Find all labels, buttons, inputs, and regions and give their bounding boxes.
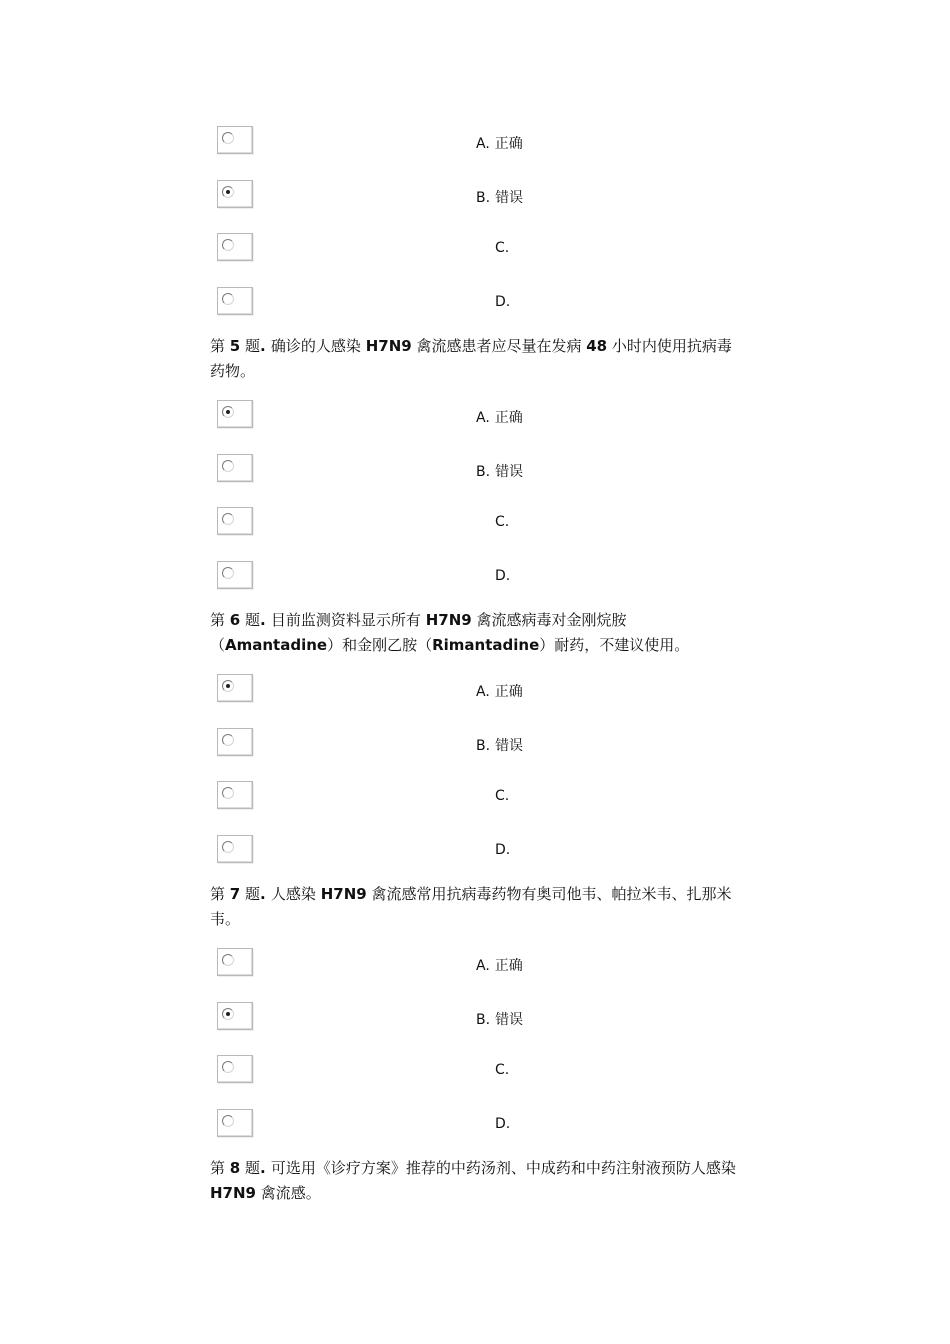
option-text: 错误 [495, 1011, 524, 1028]
answer-option [210, 178, 750, 232]
question-text-segment: 5 [229, 337, 241, 355]
radio-selected-dot-icon [226, 684, 230, 688]
radio-circle-icon [222, 567, 234, 579]
option-letter: D. [495, 567, 511, 584]
answer-option [210, 231, 750, 285]
question-text-segment: 第 [210, 337, 230, 355]
option-text: 正确 [494, 136, 523, 152]
question-text [210, 334, 740, 384]
radio-circle-icon [222, 841, 234, 853]
radio-circle-icon [222, 293, 234, 305]
radio-circle-icon [222, 132, 234, 144]
answer-option [210, 672, 750, 726]
quiz-content [210, 124, 750, 1206]
radio-circle-icon [222, 787, 234, 799]
radio-circle-icon [222, 1061, 234, 1073]
option-label [476, 461, 523, 481]
question-text-segment: 48 [586, 337, 608, 355]
radio-button[interactable] [217, 1002, 253, 1030]
option-letter: A. [476, 410, 490, 426]
option-letter: B. [476, 737, 491, 754]
question-text-segment: 禽流感。 [255, 1184, 321, 1202]
answer-option [210, 1000, 750, 1054]
answer-option [210, 398, 750, 452]
option-letter: B. [476, 1011, 491, 1028]
question-text-segment: . [260, 611, 271, 629]
option-text: 错误 [495, 463, 524, 480]
radio-circle-icon [222, 954, 234, 966]
question-text-segment: 确诊的人感染 [270, 337, 366, 355]
radio-button[interactable] [217, 287, 253, 315]
option-label [495, 294, 515, 310]
question-text-segment: ）耐药，不建议使用。 [539, 636, 690, 654]
answer-option [210, 124, 750, 178]
question-text-segment: 6 [229, 611, 241, 629]
question-text-segment: Amantadine [225, 636, 328, 654]
question-text-segment: 小时内使用抗病毒药物。 [210, 337, 732, 380]
question-text-segment: . [260, 337, 271, 355]
answer-option [210, 559, 750, 613]
radio-button[interactable] [217, 781, 253, 809]
question-text-segment: 第 [210, 1159, 230, 1177]
question-text-segment: H7N9 [425, 611, 472, 629]
question-text-segment: H7N9 [210, 1184, 256, 1202]
radio-button[interactable] [217, 233, 253, 261]
question-text-segment: 题 [240, 1159, 260, 1177]
option-label [476, 407, 523, 427]
option-text: 错误 [495, 737, 524, 754]
radio-circle-icon [222, 1008, 234, 1020]
answer-option [210, 452, 750, 506]
option-label [495, 240, 514, 256]
answer-option [210, 285, 750, 339]
option-letter: C. [495, 1062, 510, 1078]
option-label [495, 1062, 514, 1078]
option-letter: B. [476, 189, 491, 206]
option-letter: D. [495, 841, 511, 858]
radio-selected-dot-icon [226, 1012, 230, 1016]
option-label [495, 568, 515, 584]
radio-circle-icon [222, 460, 234, 472]
radio-circle-icon [222, 513, 234, 525]
option-letter: B. [476, 463, 491, 480]
question-text-segment: . [260, 885, 271, 903]
option-text: 错误 [495, 189, 524, 206]
radio-button[interactable] [217, 1055, 253, 1083]
radio-circle-icon [222, 406, 234, 418]
option-label [476, 1009, 523, 1029]
option-text: 正确 [494, 410, 523, 426]
option-label [495, 514, 514, 530]
answer-option [210, 779, 750, 833]
question-text [210, 608, 740, 658]
option-letter: D. [495, 1115, 511, 1132]
radio-button[interactable] [217, 948, 253, 976]
question-text-segment: 第 [210, 611, 230, 629]
option-label [476, 955, 523, 975]
option-letter: C. [495, 240, 510, 256]
question-text [210, 1156, 740, 1206]
option-letter: C. [495, 514, 510, 530]
radio-circle-icon [222, 186, 234, 198]
radio-button[interactable] [217, 1109, 253, 1137]
question-text-segment: . [260, 1159, 271, 1177]
answer-option [210, 1107, 750, 1161]
radio-button[interactable] [217, 454, 253, 482]
question-text-segment: 7 [229, 885, 241, 903]
option-label [476, 735, 523, 755]
question-text-segment: 题 [240, 885, 260, 903]
option-text: 正确 [494, 684, 523, 700]
option-label [495, 842, 515, 858]
radio-button[interactable] [217, 835, 253, 863]
option-letter: C. [495, 788, 510, 804]
option-label [495, 1116, 515, 1132]
question-text-segment: 第 [210, 885, 230, 903]
question-text-segment: 目前监测资料显示所有 [270, 611, 426, 629]
radio-button[interactable] [217, 180, 253, 208]
option-letter: A. [476, 958, 490, 974]
radio-button[interactable] [217, 561, 253, 589]
radio-circle-icon [222, 680, 234, 692]
radio-circle-icon [222, 734, 234, 746]
radio-circle-icon [222, 1115, 234, 1127]
radio-button[interactable] [217, 674, 253, 702]
option-letter: D. [495, 293, 511, 310]
option-label [476, 133, 523, 153]
radio-button[interactable] [217, 507, 253, 535]
question-text-segment: H7N9 [365, 337, 412, 355]
answer-option [210, 505, 750, 559]
question-text-segment: ）和金刚乙胺（ [327, 636, 433, 654]
radio-circle-icon [222, 239, 234, 251]
question-text-segment: H7N9 [320, 885, 367, 903]
option-letter: A. [476, 136, 490, 152]
question-text-segment: 8 [229, 1159, 241, 1177]
option-text: 正确 [494, 958, 523, 974]
radio-button[interactable] [217, 126, 253, 154]
question-text-segment: 可选用《诊疗方案》推荐的中药汤剂、中成药和中药注射液预防人感染 [270, 1159, 736, 1177]
question-text-segment: 禽流感患者应尽量在发病 [411, 337, 587, 355]
question-text-segment: 人感染 [270, 885, 321, 903]
radio-selected-dot-icon [226, 190, 230, 194]
answer-option [210, 833, 750, 887]
answer-option [210, 1053, 750, 1107]
option-label [495, 788, 514, 804]
radio-selected-dot-icon [226, 410, 230, 414]
question-text-segment: 禽流感病毒对金刚烷胺（ [210, 611, 627, 654]
option-letter: A. [476, 684, 490, 700]
radio-button[interactable] [217, 728, 253, 756]
question-text-segment: 禽流感常用抗病毒药物有奥司他韦、帕拉米韦、扎那米韦。 [210, 885, 732, 928]
radio-button[interactable] [217, 400, 253, 428]
answer-option [210, 946, 750, 1000]
question-text-segment: 题 [240, 337, 260, 355]
question-text [210, 882, 740, 932]
answer-option [210, 726, 750, 780]
option-label [476, 681, 523, 701]
question-text-segment: 题 [240, 611, 260, 629]
question-text-segment: Rimantadine [432, 636, 540, 654]
option-label [476, 187, 523, 207]
